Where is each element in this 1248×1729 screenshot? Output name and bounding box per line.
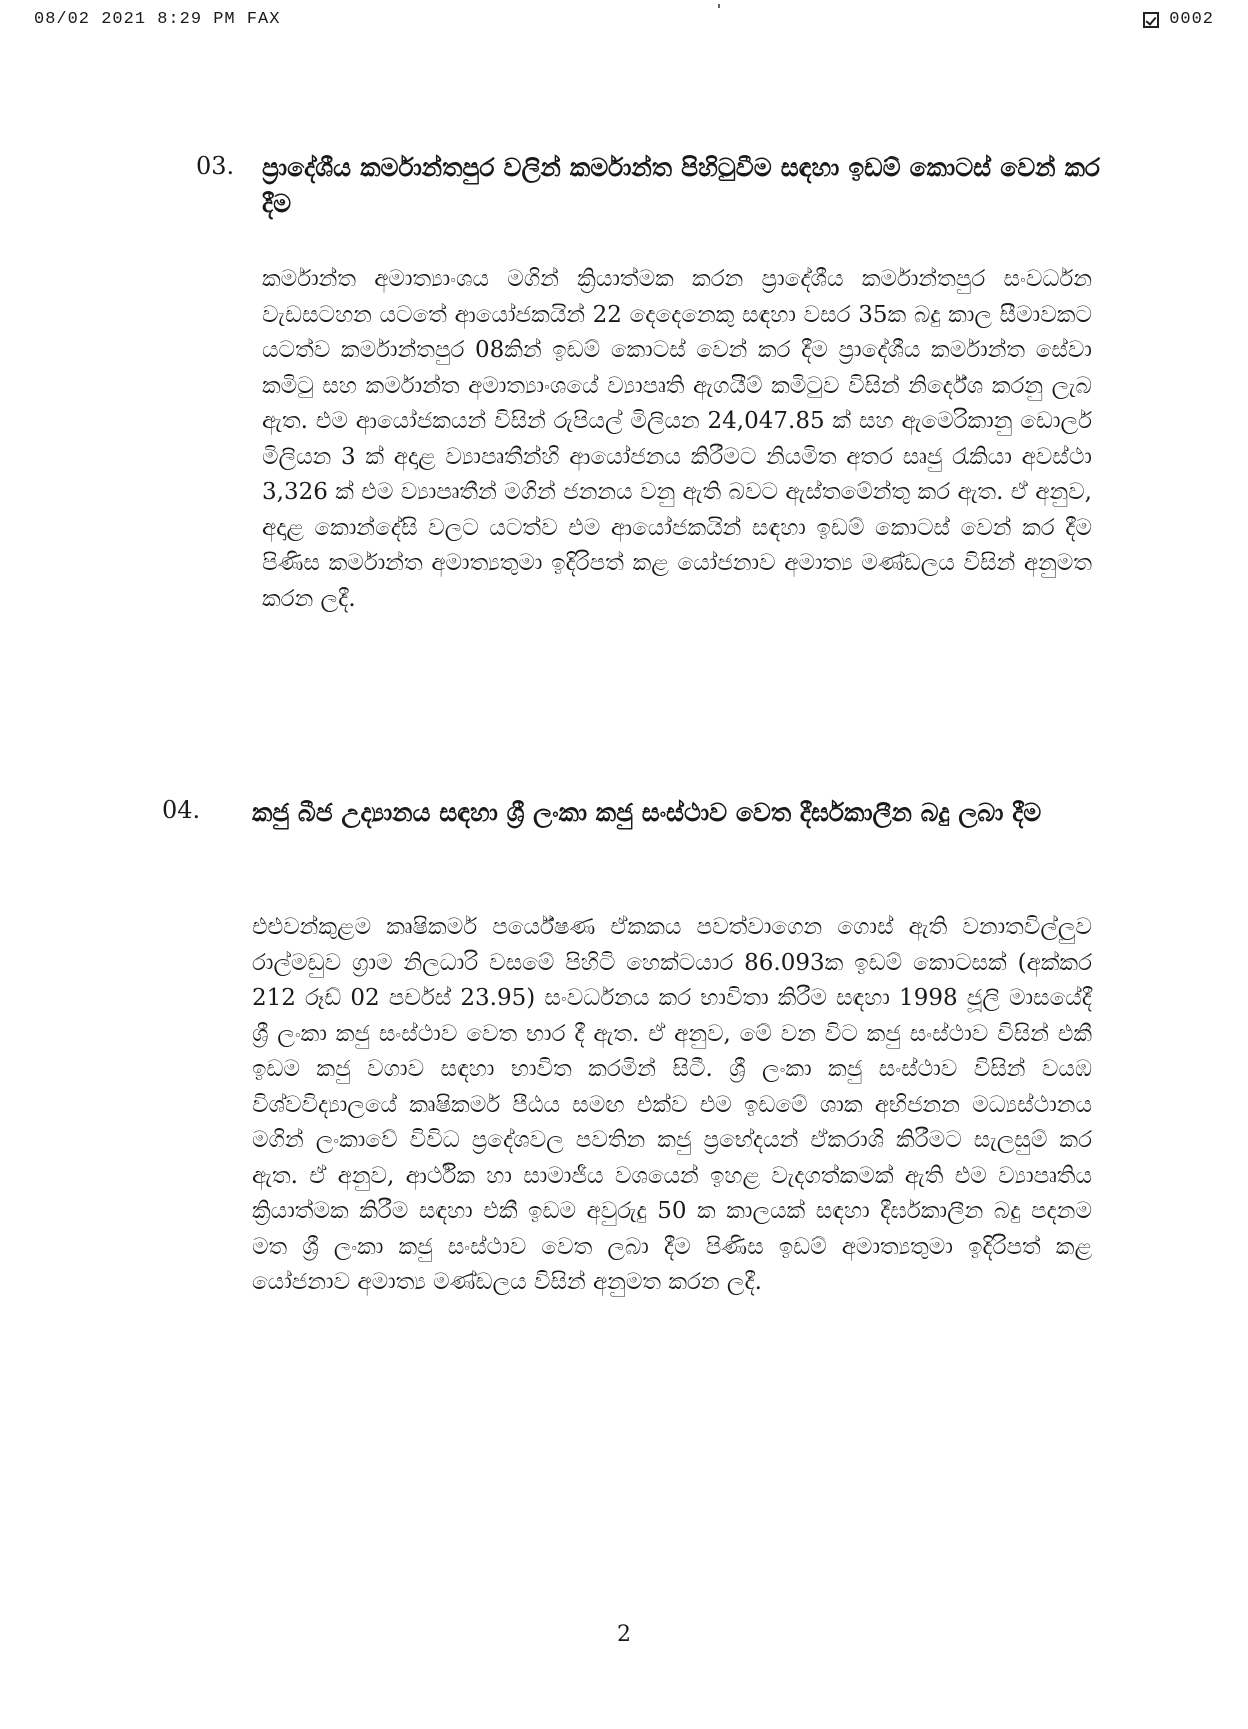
fax-header	[34, 10, 1214, 36]
fax-page-counter	[1143, 10, 1214, 29]
section-body: කර්මාන්ත අමාත්‍යාංශය මගින් ක්‍රියාත්මක කරන ප්‍රාදේශීය කර්මාන්තපුර සංවර්ධන වැඩසටහන යටතේ ආයෝජකයින් 22 දෙදෙනෙකු සඳහා වසර 35ක බදු කාල සීමාවකට යටත්ව කර්මාන්තපුර 08කින් ඉඩම් කොටස් වෙන් කර දීම ප්‍රාදේශීය කර්මාන්ත සේවා කමිටු සහ කර්මාන්ත අමාත්‍යාංශයේ ව්‍යාපෘති ඇගයීම් කමිටුව විසින් නිර්දේශ කරනු ලැබ ඇත. එම ආයෝජකයන් විසින් රුපියල් මිලියන 24,047.85 ක් සහ ඇමෙරිකානු ඩොලර් මිලියන 3 ක් අදාළ ව්‍යාපෘතීන්හි ආයෝජනය කිරීමට නියමිත අතර සෘජු රැකියා අවස්ථා 3,326 ක් එම ව්‍යාපෘතීන් මගින් ජනනය වනු ඇති බවට ඇස්තමේන්තු කර ඇත. ඒ අනුව, අදාළ කොන්දේසි වලට යටත්ව එම ආයෝජකයින් සඳහා ඉඩම් කොටස් වෙන් කර දීම පිණිස කර්මාන්ත අමාත්‍යතුමා ඉදිරිපත් කළ යෝජනාව අමාත්‍ය මණ්ඩලය විසින් අනුමත කරන ලදී.	[262, 266, 1092, 612]
section-number: 03.	[196, 152, 235, 180]
section-heading: කජු බීජ උද්‍යානය සඳහා ශ්‍රී ලංකා කජු සංස්ථාව වෙත දීර්ඝකාලීන බදු ලබා දීම	[252, 798, 1042, 827]
page-number: 2	[617, 1622, 631, 1647]
checkbox-icon	[1143, 12, 1159, 28]
section-heading: ප්‍රාදේශීය කර්මාන්තපුර වලින් කර්මාන්ත පිහිටුවීම සඳහා ඉඩම් කොටස් වෙන් කර දීම	[262, 153, 1100, 218]
section-body: එළුවන්කුළම කෘෂිකර්ම පර්යේෂණ ඒකකය පවත්වාගෙන ගොස් ඇති වනාතවිල්ලුව රාල්මඩුව ග්‍රාම නිලධාරි වසමේ පිහිටි හෙක්ටයාර 86.093ක ඉඩම් කොටසක් (අක්කර 212 රූඩ් 02 පර්චස් 23.95) සංවර්ධනය කර භාවිතා කිරීම සඳහා 1998 ජූලි මාසයේදී ශ්‍රී ලංකා කජු සංස්ථාව වෙත භාර දී ඇත. ඒ අනුව, මේ වන විට කජු සංස්ථාව විසින් එකී ඉඩම කජු වගාව සඳහා භාවිත කරමින් සිටී. ශ්‍රී ලංකා කජු සංස්ථාව විසින් වයඹ විශ්වවිද්‍යාලයේ කෘෂිකර්ම පීඨය සමඟ එක්ව එම ඉඩමේ ශාක අභිජනන මධ්‍යස්ථානය මගින් ලංකාවේ විවිධ ප්‍රදේශවල පවතින කජු ප්‍රභේදයන් ඒකරාශි කිරීමට සැලසුම් කර ඇත. ඒ අනුව, ආර්ථික හා සාමාජීය වශයෙන් ඉහළ වැදගත්කමක් ඇති එම ව්‍යාපෘතිය ක්‍රියාත්මක කිරීම සඳහා එකී ඉඩම අවුරුදු 50 ක කාලයක් සඳහා දීර්ඝකාලීන බදු පදනම මත ශ්‍රී ලංකා කජු සංස්ථාව වෙත ලබා දීම පිණිස ඉඩම් අමාත්‍යතුමා ඉදිරිපත් කළ යෝජනාව අමාත්‍ය මණ්ඩලය විසින් අනුමත කරන ලදී.	[252, 914, 1092, 1295]
fax-page-code: 0002	[1169, 10, 1214, 29]
fax-timestamp: 08/02 2021 8:29 PM FAX	[34, 10, 281, 29]
scan-speck	[718, 4, 720, 8]
section-number: 04.	[162, 796, 201, 824]
